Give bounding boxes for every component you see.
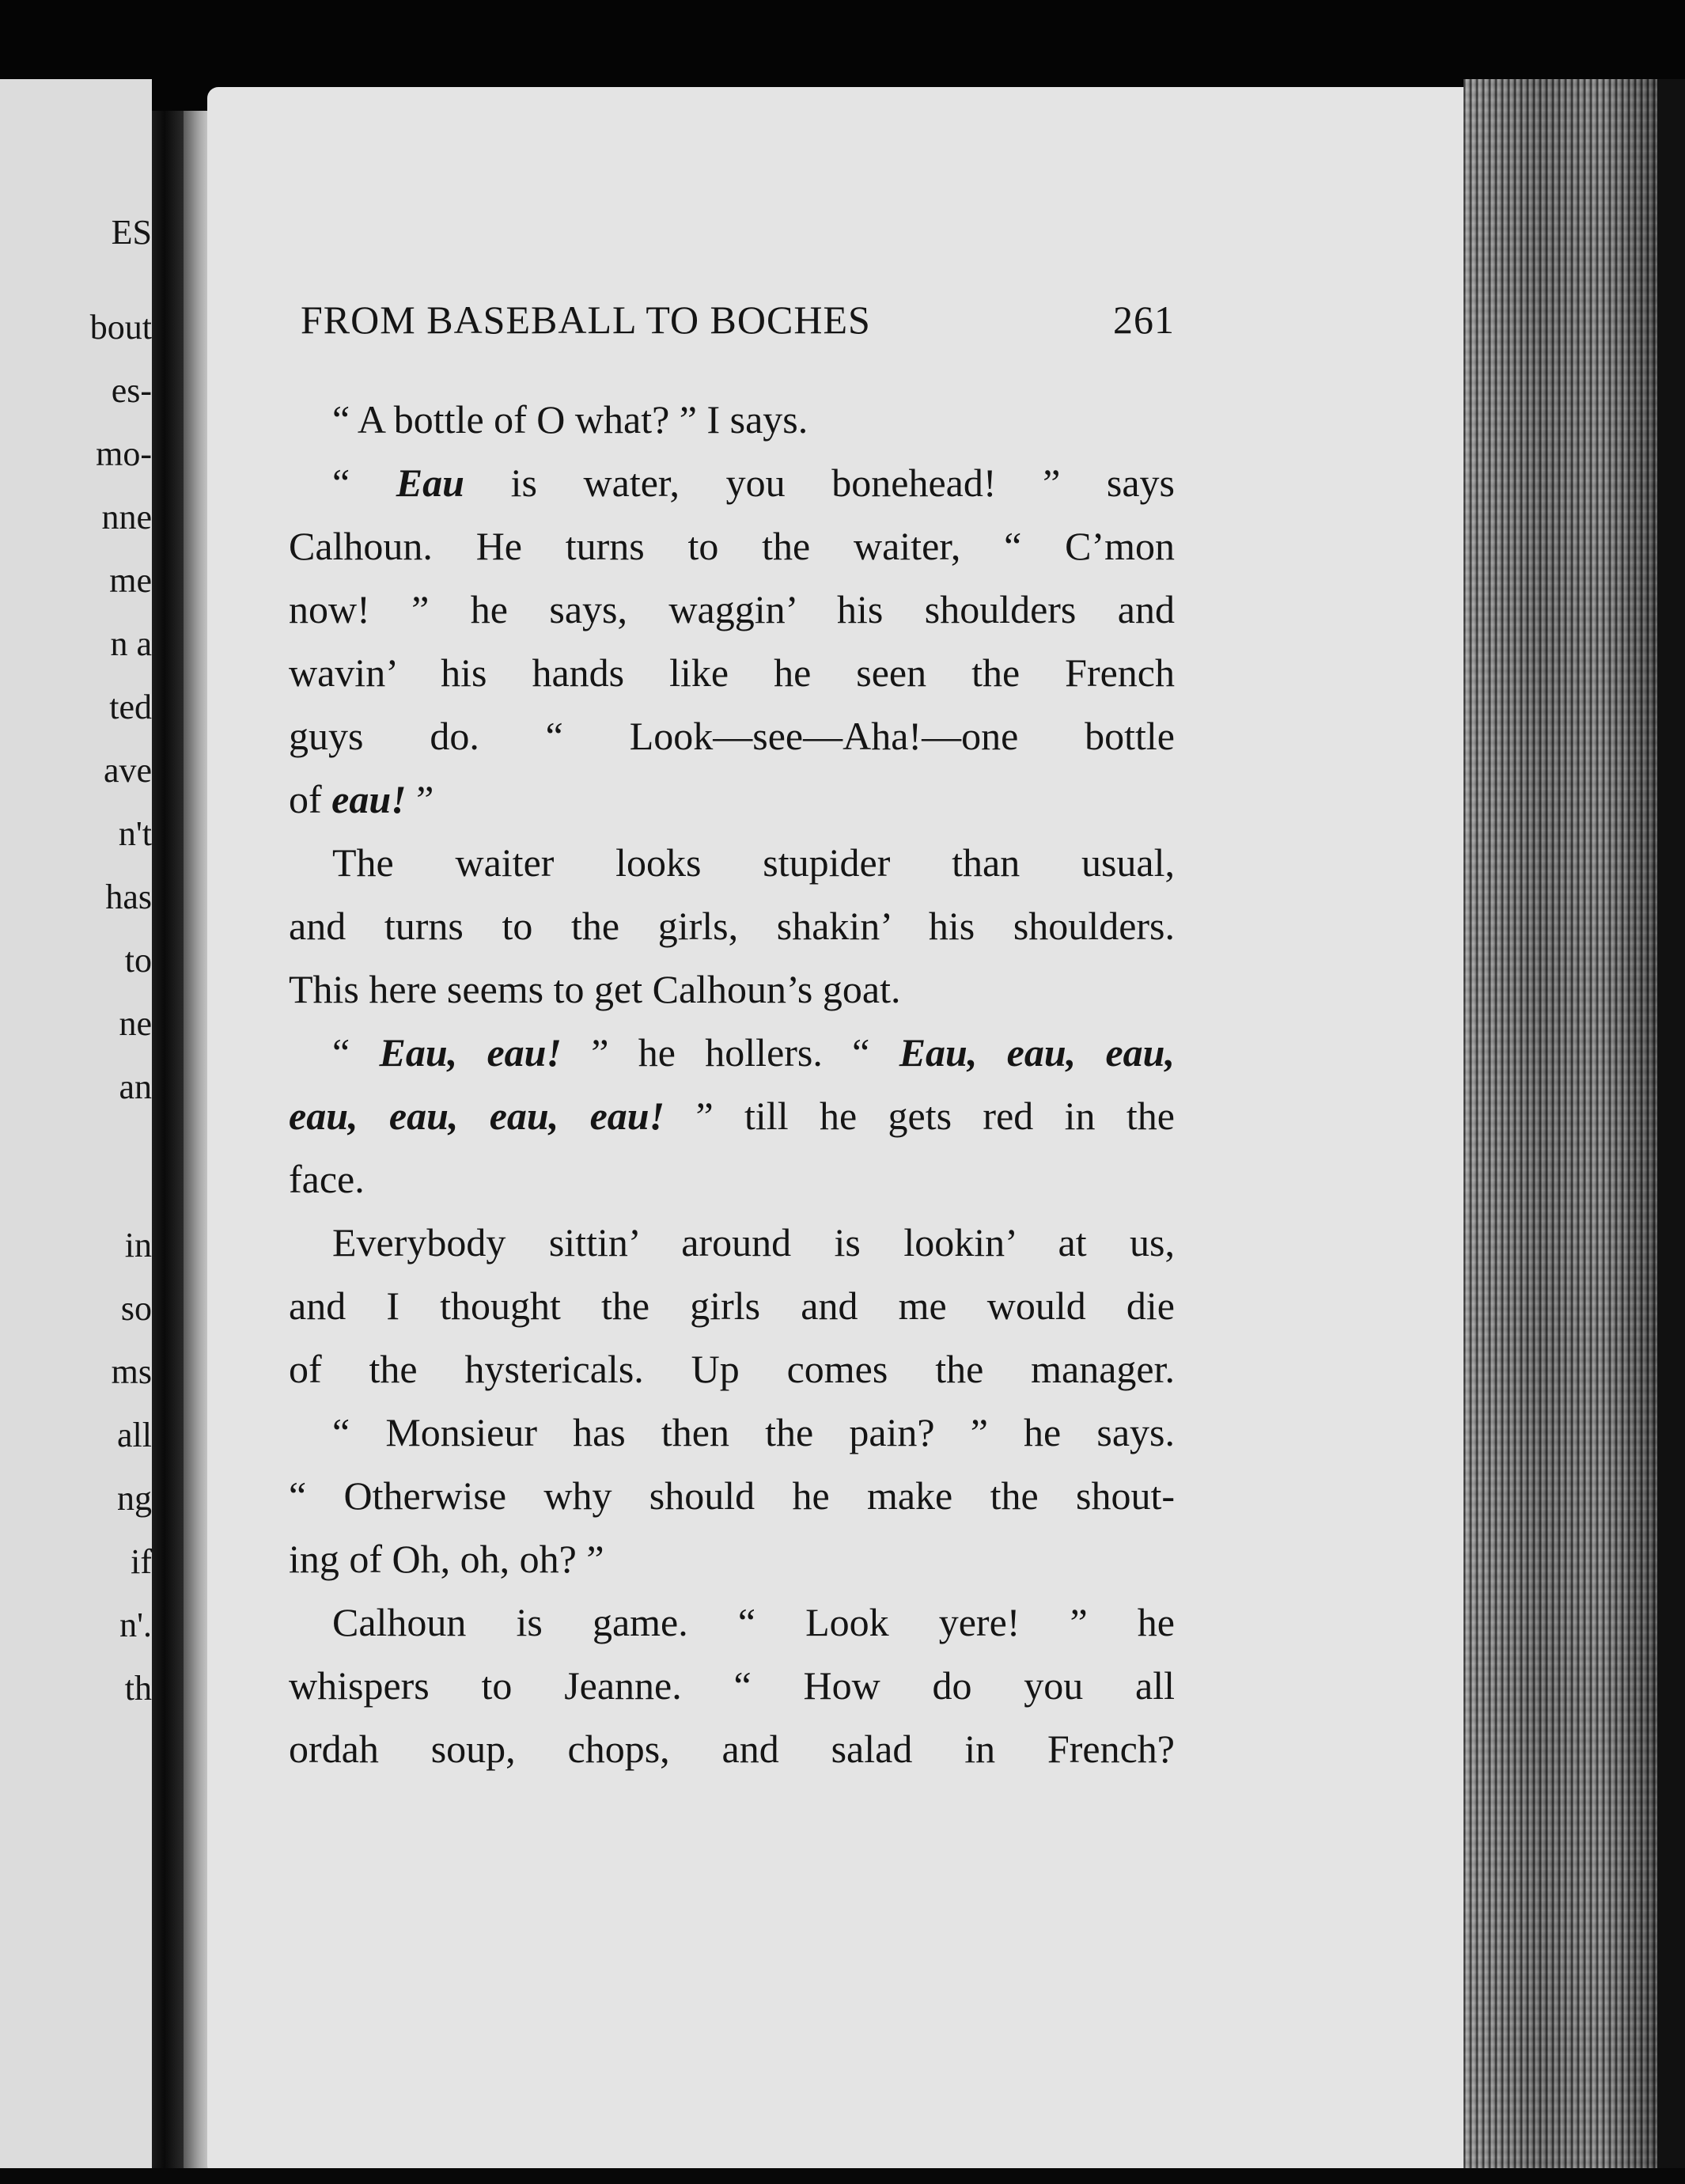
left-page-fragment: n'.: [119, 1606, 152, 1644]
left-page-fragment: nne: [101, 498, 152, 537]
text-line: [289, 1337, 1175, 1401]
scan-right-background: [1657, 79, 1685, 2184]
text-line: [289, 957, 1175, 1021]
left-page-fragment: mo-: [96, 434, 152, 473]
text-segment: face.: [289, 1157, 365, 1201]
text-line: [289, 831, 1175, 894]
left-page-fragment: th: [124, 1669, 152, 1708]
page-edges-fore-edge: [1463, 79, 1657, 2168]
left-page-fragment: n't: [118, 814, 152, 853]
italic-text: eau, eau, eau, eau!: [289, 1094, 665, 1138]
italic-text: Eau, eau, eau,: [899, 1030, 1175, 1075]
text-line: [289, 1084, 1175, 1147]
text-segment: This here seems to get Calhoun’s goat.: [289, 967, 901, 1011]
text-segment: guys do. “ Look—see—Aha!—one bottle: [289, 714, 1175, 758]
text-segment: Calhoun is game. “ Look yere! ” he: [332, 1600, 1175, 1644]
running-header: [301, 297, 1175, 352]
text-segment: ing of Oh, oh, oh? ”: [289, 1537, 604, 1581]
left-page-fragment: if: [131, 1542, 152, 1581]
left-page-fragment: has: [105, 878, 152, 916]
text-segment: “: [332, 461, 396, 505]
left-page-fragment: me: [109, 561, 152, 600]
left-page-fragment: es-: [111, 371, 152, 410]
text-line: [289, 1147, 1175, 1211]
text-line: [289, 1591, 1175, 1654]
running-header-title: FROM BASEBALL TO BOCHES: [301, 298, 871, 342]
book-gutter: [184, 111, 210, 2168]
left-page-fragment: in: [124, 1226, 152, 1265]
italic-text: Eau, eau!: [379, 1030, 562, 1075]
text-segment: is water, you bonehead! ” says: [464, 461, 1175, 505]
text-line: [289, 1274, 1175, 1337]
text-segment: ” he hollers. “: [561, 1030, 899, 1075]
text-line: [289, 641, 1175, 704]
text-segment: ” till he gets red in the: [665, 1094, 1175, 1138]
text-segment: Calhoun. He turns to the waiter, “ C’mon: [289, 524, 1175, 568]
text-segment: whispers to Jeanne. “ How do you all: [289, 1663, 1175, 1708]
text-line: [289, 1654, 1175, 1717]
text-line: [289, 388, 1175, 451]
text-segment: The waiter looks stupider than usual,: [332, 840, 1175, 885]
left-page-fragment: ave: [103, 751, 152, 790]
left-page-fragment: ne: [119, 1004, 152, 1043]
text-segment: wavin’ his hands like he seen the French: [289, 650, 1175, 695]
text-line: [289, 1464, 1175, 1527]
text-line: [289, 578, 1175, 641]
text-segment: and turns to the girls, shakin’ his shoulders.: [289, 904, 1175, 948]
text-segment: of the hystericals. Up comes the manager.: [289, 1347, 1175, 1391]
text-line: [289, 451, 1175, 514]
facing-left-page: [0, 79, 152, 2168]
text-segment: “ A bottle of O what? ” I says.: [332, 397, 808, 442]
text-line: [289, 1717, 1175, 1780]
left-page-fragment: ng: [117, 1479, 152, 1518]
text-segment: “ Otherwise why should he make the shout-: [289, 1473, 1175, 1518]
left-page-fragment: ms: [111, 1352, 152, 1391]
text-segment: of: [289, 777, 332, 821]
left-page-fragment: ted: [109, 688, 152, 726]
italic-text: eau!: [331, 777, 407, 821]
text-segment: ordah soup, chops, and salad in French?: [289, 1727, 1175, 1771]
text-line: [289, 768, 1175, 831]
left-page-fragment: all: [117, 1416, 152, 1454]
text-line: [289, 894, 1175, 957]
left-page-fragment: an: [119, 1067, 152, 1106]
text-line: [289, 1401, 1175, 1464]
text-segment: now! ” he says, waggin’ his shoulders and: [289, 587, 1175, 631]
text-line: [289, 514, 1175, 578]
body-text: [289, 388, 1175, 1780]
left-page-fragment: to: [124, 941, 152, 980]
text-line: [289, 1021, 1175, 1084]
left-page-fragment: so: [120, 1289, 152, 1328]
text-line: [289, 1527, 1175, 1591]
left-page-binding-shadow: [152, 111, 184, 2168]
text-segment: Everybody sittin’ around is lookin’ at us,: [332, 1220, 1175, 1265]
text-line: [289, 1211, 1175, 1274]
text-segment: “ Monsieur has then the pain? ” he says.: [332, 1410, 1175, 1454]
italic-text: Eau: [396, 461, 464, 505]
scan-bottom-background: [0, 2168, 1685, 2184]
page-number: 261: [1113, 298, 1175, 342]
text-segment: ”: [406, 777, 434, 821]
left-page-fragment: ES: [111, 213, 152, 252]
text-line: [289, 704, 1175, 768]
text-segment: “: [332, 1030, 380, 1075]
left-page-fragment: n a: [110, 624, 152, 663]
text-segment: and I thought the girls and me would die: [289, 1283, 1175, 1328]
left-page-fragment: bout: [89, 308, 152, 347]
